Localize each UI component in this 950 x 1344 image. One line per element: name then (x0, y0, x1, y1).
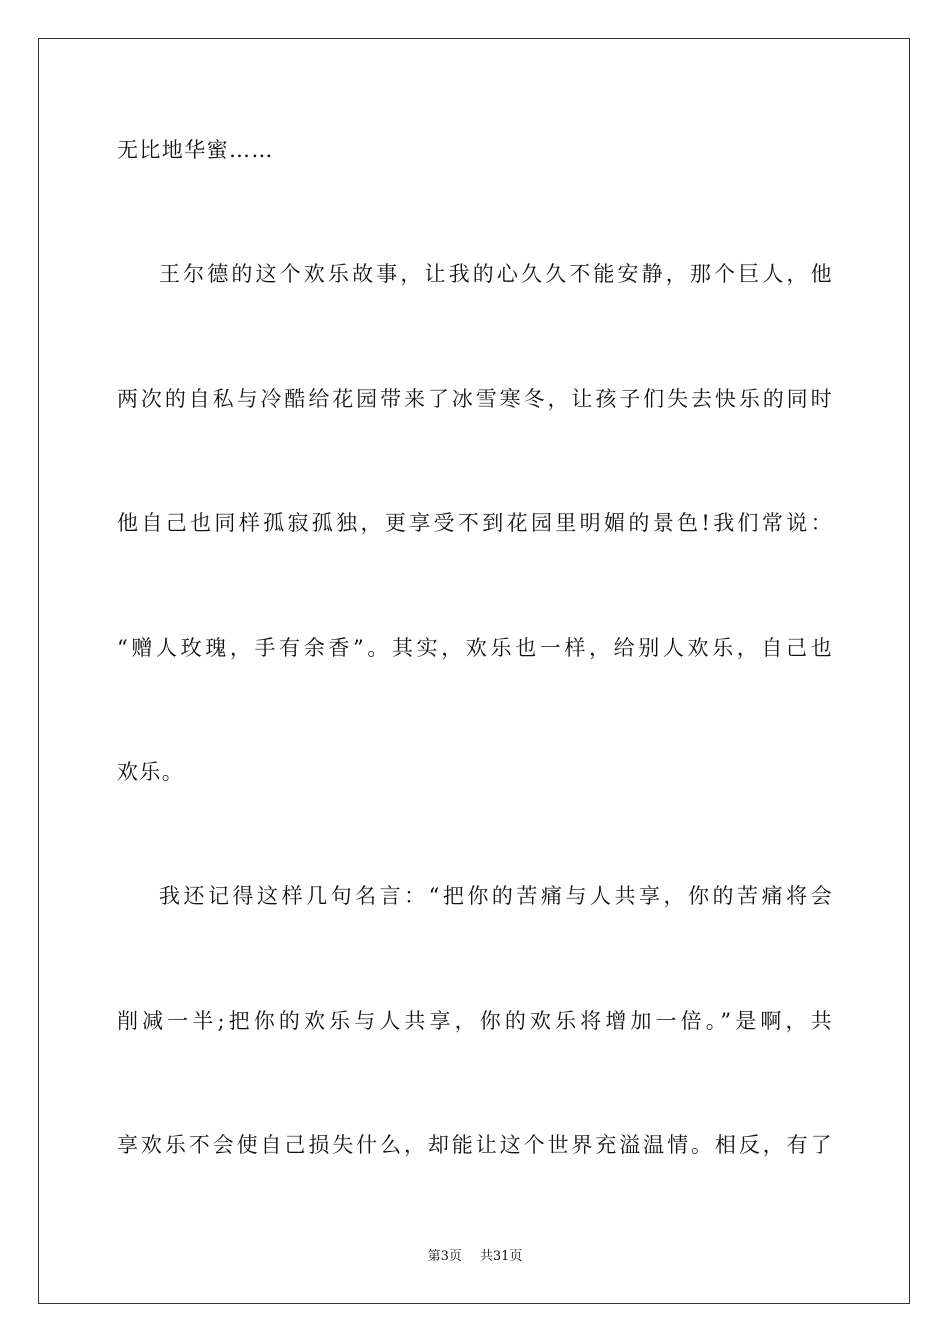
text-line-9: 享欢乐不会使自己损失什么，却能让这个世界充溢温情。相反，有了 (117, 1133, 833, 1157)
text-line-4: 他自己也同样孤寂孤独，更享受不到花园里明媚的景色!我们常说： (117, 511, 833, 535)
page-number: 第3页 (427, 1249, 462, 1264)
text-line-6: 欢乐。 (117, 760, 185, 784)
page-footer (0, 1248, 950, 1266)
text-line-2: 王尔德的这个欢乐故事，让我的心久久不能安静，那个巨人，他 (159, 262, 833, 286)
text-line-1: 无比地华蜜…… (117, 138, 274, 162)
text-line-8: 削减一半;把你的欢乐与人共享，你的欢乐将增加一倍。”是啊，共 (117, 1009, 833, 1033)
page-total: 共31页 (479, 1249, 523, 1264)
text-line-5: “赠人玫瑰，手有余香”。其实，欢乐也一样，给别人欢乐，自己也 (117, 636, 833, 660)
text-line-7: 我还记得这样几句名言：“把你的苦痛与人共享，你的苦痛将会 (159, 884, 833, 908)
text-line-3: 两次的自私与冷酷给花园带来了冰雪寒冬，让孩子们失去快乐的同时 (117, 387, 833, 411)
page-border (38, 38, 910, 1304)
